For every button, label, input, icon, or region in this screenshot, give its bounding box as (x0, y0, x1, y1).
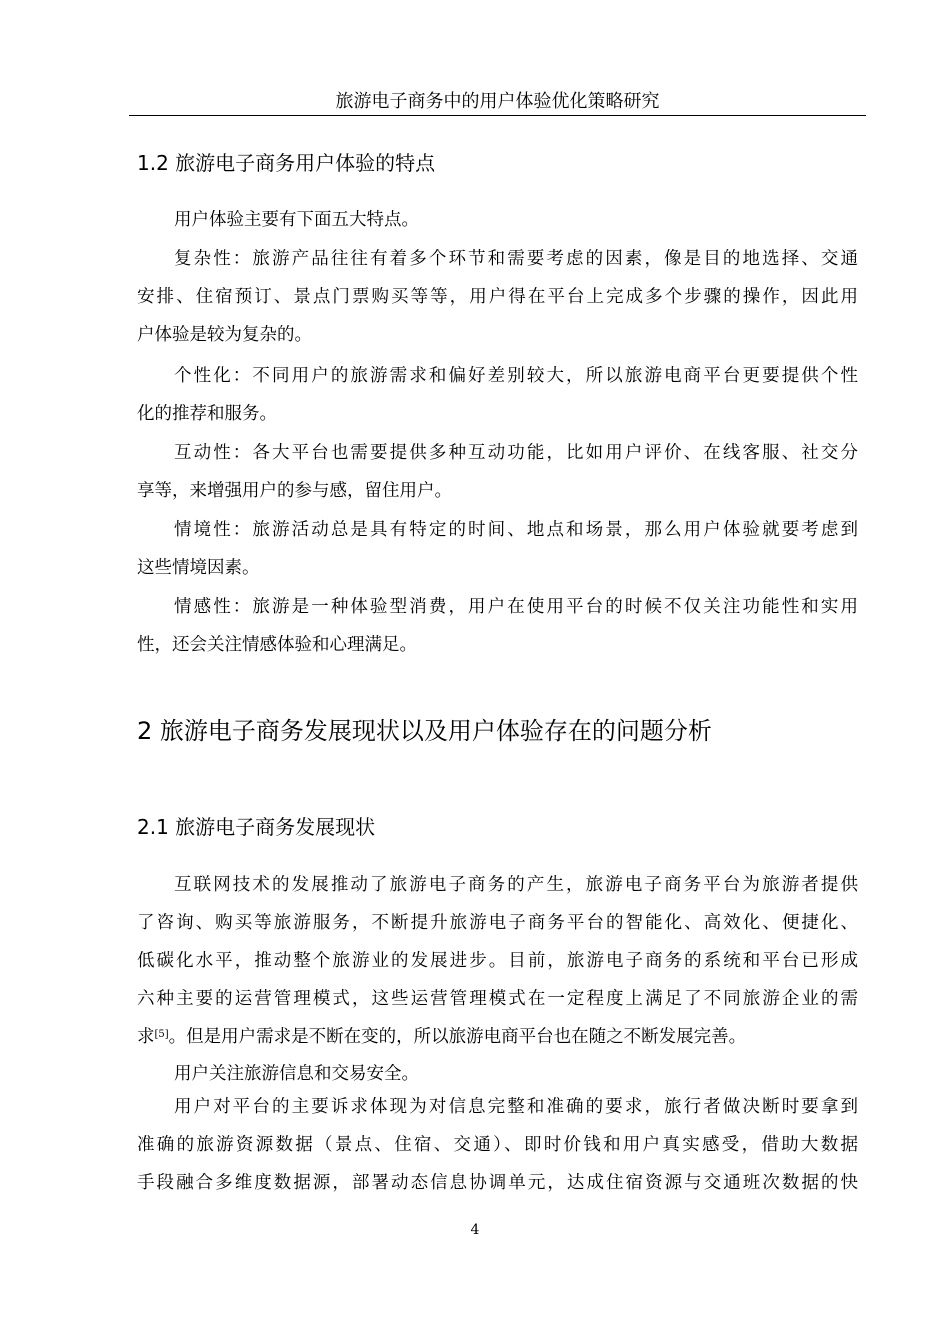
text-line: 情境性：旅游活动总是具有特定的时间、地点和场景，那么用户体验就要考虑到 (174, 520, 858, 540)
text-line: 互动性：各大平台也需要提供多种互动功能，比如用户评价、在线客服、社交分 (174, 443, 858, 463)
paragraph-complexity (137, 240, 858, 354)
text-line: 复杂性：旅游产品往往有着多个环节和需要考虑的因素，像是目的地选择、交通 (174, 249, 858, 269)
text-fragment: 。但是用户需求是不断在变的，所以旅游电商平台也在随之不断发展完善。 (168, 1027, 747, 1047)
paragraph-concerns (137, 1057, 858, 1091)
text-line: 了咨询、购买等旅游服务，不断提升旅游电子商务平台的智能化、高效化、便捷化、 (137, 913, 858, 933)
text-line: 个性化：不同用户的旅游需求和偏好差别较大，所以旅游电商平台更要提供个性 (174, 366, 858, 386)
paragraph-intro (137, 201, 858, 239)
text-line: 享等，来增强用户的参与感，留住用户。 (137, 481, 452, 501)
citation-ref: [5] (154, 1029, 169, 1040)
paragraph-emotion (137, 588, 858, 664)
section-heading-2-1: 2.1 旅游电子商务发展现状 (137, 815, 376, 839)
paragraph-personalization (137, 357, 858, 433)
text-line (137, 1018, 858, 1056)
text-line: 准确的旅游资源数据（景点、住宿、交通）、即时价钱和用户真实感受，借助大数据 (137, 1135, 858, 1155)
text-line: 用户对平台的主要诉求体现为对信息完整和准确的要求，旅行者做决断时要拿到 (174, 1097, 858, 1117)
header-rule (129, 115, 866, 116)
running-header: 旅游电子商务中的用户体验优化策略研究 (335, 91, 660, 112)
text-line: 安排、住宿预订、景点门票购买等等，用户得在平台上完成多个步骤的操作，因此用 (137, 287, 858, 307)
text-line: 情感性：旅游是一种体验型消费，用户在使用平台的时候不仅关注功能性和实用 (174, 597, 858, 617)
text-line: 互联网技术的发展推动了旅游电子商务的产生，旅游电子商务平台为旅游者提供 (174, 875, 858, 895)
paragraph-context (137, 511, 858, 587)
text-line: 手段融合多维度数据源，部署动态信息协调单元，达成住宿资源与交通班次数据的快 (137, 1173, 858, 1193)
section-heading-1-2: 1.2 旅游电子商务用户体验的特点 (137, 151, 436, 175)
paragraph-development (137, 866, 858, 1056)
text-line: 六种主要的运营管理模式，这些运营管理模式在一定程度上满足了不同旅游企业的需 (137, 989, 858, 1009)
text-line: 性，还会关注情感体验和心理满足。 (137, 635, 417, 655)
text-line: 用户关注旅游信息和交易安全。 (174, 1064, 419, 1084)
paragraph-user-needs (137, 1088, 858, 1202)
text-line: 用户体验主要有下面五大特点。 (174, 210, 419, 230)
text-line: 户体验是较为复杂的。 (137, 325, 312, 345)
text-fragment: 求 (137, 1027, 155, 1047)
text-line: 低碳化水平，推动整个旅游业的发展进步。目前，旅游电子商务的系统和平台已形成 (137, 951, 858, 971)
text-line: 化的推荐和服务。 (137, 404, 277, 424)
page-number: 4 (470, 1222, 480, 1238)
chapter-heading-2: 2 旅游电子商务发展现状以及用户体验存在的问题分析 (137, 717, 712, 745)
paragraph-interactivity (137, 434, 858, 510)
text-line: 这些情境因素。 (137, 558, 260, 578)
